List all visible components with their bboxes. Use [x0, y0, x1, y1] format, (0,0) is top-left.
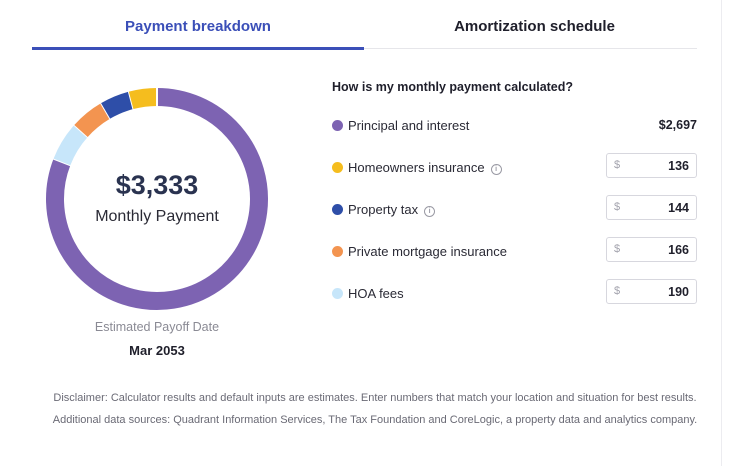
homeowners-insurance-value: 136 [668, 159, 689, 173]
row-hoa-fees [332, 279, 697, 307]
payoff-date-label: Estimated Payoff Date [94, 320, 220, 334]
dollar-prefix: $ [614, 159, 621, 171]
tab-amortization-schedule[interactable]: Amortization schedule [454, 18, 615, 35]
homeowners-insurance-label-wrap [348, 160, 502, 175]
tab-payment-breakdown[interactable]: Payment breakdown [125, 18, 271, 35]
payment-donut-chart [44, 86, 270, 312]
hoa-fees-input[interactable] [606, 279, 697, 304]
row-principal-interest [332, 111, 697, 139]
payoff-date-value: Mar 2053 [129, 343, 185, 358]
info-icon[interactable]: i [491, 164, 502, 175]
monthly-payment-amount: $3,333 [115, 170, 199, 200]
active-tab-indicator [32, 47, 364, 50]
panel-edge [721, 0, 722, 466]
property-tax-value: 144 [668, 201, 689, 215]
row-homeowners-insurance [332, 153, 697, 181]
homeowners-insurance-input[interactable] [606, 153, 697, 178]
principal-interest-color-dot [332, 120, 343, 131]
row-property-tax [332, 195, 697, 223]
property-tax-input[interactable] [606, 195, 697, 220]
info-icon[interactable]: i [424, 206, 435, 217]
property-tax-color-dot [332, 204, 343, 215]
dollar-prefix: $ [614, 201, 621, 213]
principal-interest-label: Principal and interest [348, 118, 470, 133]
dollar-prefix: $ [614, 285, 621, 297]
property-tax-label: Property tax [348, 202, 419, 217]
disclaimer-text: Disclaimer: Calculator results and default inputs are estimates. Enter numbers that match your location and situation for best results. Additional data sources: Quadrant Information Services, The Tax Foundation and CoreLogic, a property data and analytics company. [52, 392, 698, 426]
hoa-fees-value: 190 [668, 285, 689, 299]
monthly-payment-label: Monthly Payment [95, 208, 219, 225]
tab-bar [32, 0, 697, 49]
pmi-label: Private mortgage insurance [348, 244, 507, 259]
property-tax-label-wrap [348, 202, 435, 217]
row-private-mortgage-insurance [332, 237, 697, 265]
hoa-fees-label: HOA fees [348, 286, 404, 301]
donut-center [44, 86, 270, 312]
hoa-fees-color-dot [332, 288, 343, 299]
pmi-color-dot [332, 246, 343, 257]
breakdown-title: How is my monthly payment calculated? [332, 80, 574, 94]
pmi-value: 166 [668, 243, 689, 257]
dollar-prefix: $ [614, 243, 621, 255]
pmi-input[interactable] [606, 237, 697, 262]
homeowners-insurance-label: Homeowners insurance [348, 160, 485, 175]
principal-interest-value: $2,697 [658, 118, 697, 132]
homeowners-insurance-color-dot [332, 162, 343, 173]
